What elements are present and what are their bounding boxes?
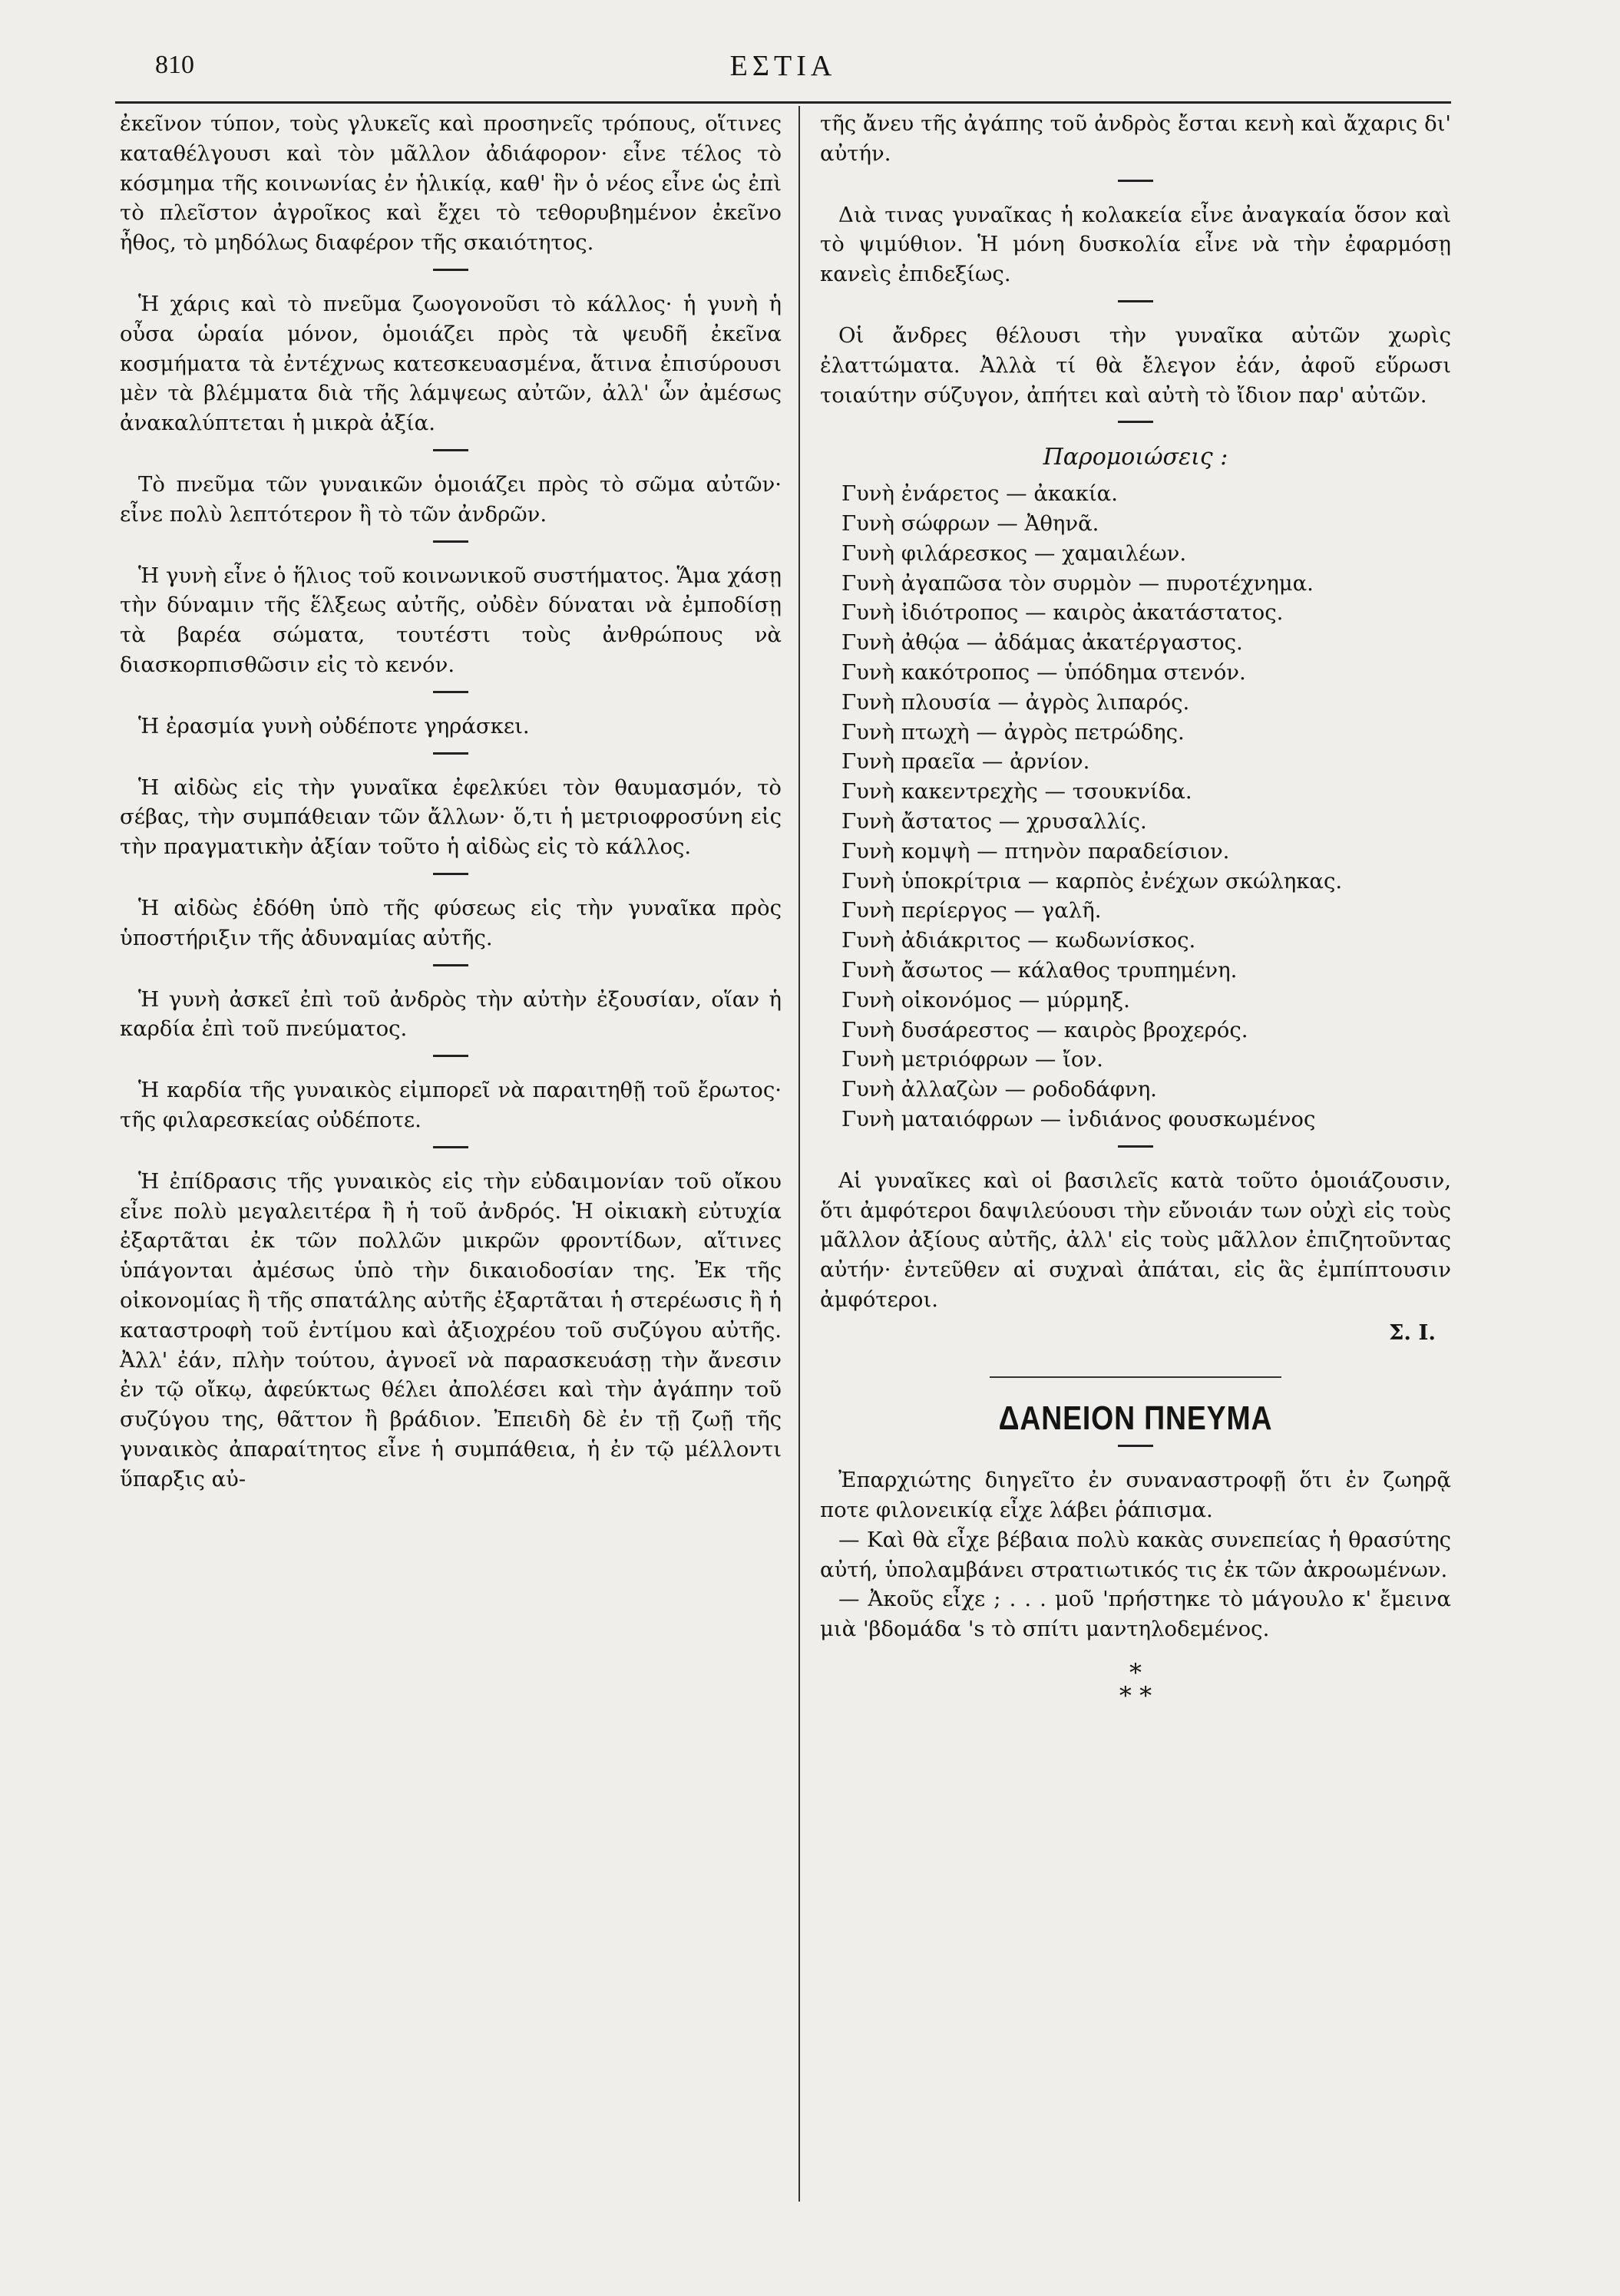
asterism (820, 1658, 1451, 1711)
list-item: Γυνὴ κακεντρεχὴς — τσουκνίδα. (841, 779, 1192, 804)
list-item: Γυνὴ ἰδιότροπος — καιρὸς ἀκατάστατος. (841, 600, 1284, 626)
paragraph: Ἡ γυνὴ ἀσκεῖ ἐπὶ τοῦ ἀνδρὸς τὴν αὐτὴν ἐξουσίαν, οἵαν ἡ καρδία ἐπὶ τοῦ πνεύματος. (120, 986, 782, 1042)
list-item: Γυνὴ πλουσία — ἀγρὸς λιπαρός. (841, 689, 1190, 715)
paragraph: Ἡ χάρις καὶ τὸ πνεῦμα ζωογονοῦσι τὸ κάλλος· ἡ γυνὴ ἡ οὖσα ὡραία μόνον, ὁμοιάζει πρὸς τὰ ψευδῆ ἐκεῖνα κοσμήματα τὰ ἐντέχνως κατεσκευασμένα, ἅτινα ἐπισύρουσι μὲν τὰ βλέμματα διὰ τῆς λάμψεως αὐτῶν, ἀλλ' ὧν ἀμέσως ἀνακαλύπτεται ἡ μικρὰ ἀξία. (120, 291, 782, 436)
list-item: Γυνὴ ἄσωτος — κάλαθος τρυπημένη. (841, 957, 1238, 983)
paragraph: Ἡ αἰδὼς εἰς τὴν γυναῖκα ἐφελκύει τὸν θαυμασμόν, τὸ σέβας, τὴν συμπάθειαν τῶν ἄλλων· ὅ,τι ἡ μετριοφροσύνη εἰς τὴν πραγματικὴν ἀξίαν τοῦτο ἡ αἰδὼς εἰς τὸ κάλλος. (120, 775, 782, 860)
list-item: Γυνὴ περίεργος — γαλῆ. (841, 898, 1102, 923)
proverbs-heading: Παρομοιώσεις : (1043, 444, 1228, 471)
paragraph: τῆς ἄνευ τῆς ἀγάπης τοῦ ἀνδρὸς ἔσται κενὴ καὶ ἄχαρις δι' αὐτήν. (820, 111, 1451, 166)
list-item: Γυνὴ ματαιόφρων — ἰνδιάνος φουσκωμένος (841, 1106, 1316, 1131)
running-title: ΕΣΤΙΑ (729, 50, 837, 82)
separator (433, 269, 468, 271)
paragraph: Ἡ ἐπίδρασις τῆς γυναικὸς εἰς τὴν εὐδαιμονίαν τοῦ οἴκου εἶνε πολὺ μεγαλειτέρα ἢ ἡ τοῦ ἀνδρός. Ἡ οἰκιακὴ εὐτυχία ἐξαρτᾶται ἐκ τῶν πολλῶν μικρῶν φροντίδων, αἵτινες ὑπάγονται ἀμέσως ὑπὸ τὴν δικαιοδοσίαν της. Ἐκ τῆς οἰκονομίας ἢ τῆς σπατάλης αὐτῆς ἐξαρτᾶται ἡ στερέωσις ἢ ἡ καταστροφὴ τοῦ ἐντίμου καὶ ἀξιοχρέου τοῦ συζύγου αὐτῆς. Ἀλλ' ἐάν, πλὴν τούτου, ἀγνοεῖ νὰ παρασκευάσῃ τὴν ἄνεσιν ἐν τῷ οἴκῳ, ἀφεύκτως θέλει ἀπολέσει καὶ τὴν ἀγάπην τοῦ συζύγου της, θᾶττον ἢ βράδιον. Ἐπειδὴ δὲ ἐν τῇ ζωῇ τῆς γυναικὸς ἀπαραίτητος εἶνε ἡ συμπάθεια, ἡ ἐν τῷ μέλλοντι ὕπαρξις αὐ- (120, 1168, 782, 1492)
section-rule (990, 1376, 1281, 1378)
paragraph: — Ἀκοῦς εἶχε ; . . . μοῦ 'πρήστηκε τὸ μάγουλο κ' ἔμεινα μιὰ 'βδομάδα 's τὸ σπίτι μαντηλοδεμένος. (820, 1587, 1451, 1642)
section-title: ΔΑΝΕΙΟΝ ΠΝΕΥΜΑ (998, 1399, 1273, 1438)
separator (433, 752, 468, 755)
separator (433, 449, 468, 451)
list-item: Γυνὴ σώφρων — Ἀθηνᾶ. (841, 510, 1099, 536)
list-item: Γυνὴ ἐνάρετος — ἀκακία. (841, 481, 1118, 507)
list-item: Γυνὴ κομψὴ — πτηνὸν παραδείσιον. (841, 838, 1230, 864)
separator (433, 1055, 468, 1057)
separator (433, 540, 468, 543)
asterism-top: * (1129, 1658, 1142, 1688)
separator (433, 873, 468, 875)
paragraph: Οἱ ἄνδρες θέλουσι τὴν γυναῖκα αὐτῶν χωρὶς ἐλαττώματα. Ἀλλὰ τί θὰ ἔλεγον ἐάν, ἀφοῦ εὕρωσι τοιαύτην σύζυγον, ἀπήτει καὶ αὐτὴ τὸ ἴδιον παρ' αὐτῶν. (820, 322, 1451, 408)
list-item: Γυνὴ ὑποκρίτρια — καρπὸς ἐνέχων σκώληκας. (841, 868, 1343, 894)
separator (433, 964, 468, 966)
list-item: Γυνὴ δυσάρεστος — καιρὸς βροχερός. (841, 1017, 1248, 1042)
list-item: Γυνὴ ἀδιάκριτος — κωδωνίσκος. (841, 928, 1196, 953)
page-number: 810 (155, 51, 194, 79)
paragraph: Ἐπαρχιώτης διηγεῖτο ἐν συναναστροφῇ ὅτι ἐν ζωηρᾷ ποτε φιλονεικίᾳ εἶχε λάβει ῥάπισμα. (820, 1468, 1451, 1523)
paragraph: Αἱ γυναῖκες καὶ οἱ βασιλεῖς κατὰ τοῦτο ὁμοιάζουσιν, ὅτι ἀμφότεροι δαψιλεύουσι τὴν εὔνοιάν των οὐχὶ εἰς τοὺς μᾶλλον ἀξίους αὐτῆς, ἀλλ' εἰς τοὺς μᾶλλον ἐπιζητοῦντας αὐτήν· ἐντεῦθεν αἱ συχναὶ ἀπάται, εἰς ἃς ἐμπίπτουσιν ἀμφότεροι. (820, 1168, 1451, 1312)
page-header (115, 45, 1451, 91)
list-item: Γυνὴ οἰκονόμος — μύρμηξ. (841, 987, 1130, 1013)
paragraph: Τὸ πνεῦμα τῶν γυναικῶν ὁμοιάζει πρὸς τὸ σῶμα αὐτῶν· εἶνε πολὺ λεπτότερον ἢ τὸ τῶν ἀνδρῶν. (120, 471, 782, 527)
separator (1118, 1445, 1153, 1447)
paragraph: — Καὶ θὰ εἶχε βέβαια πολὺ κακὰς συνεπείας ἡ θρασύτης αὐτή, ὑπολαμβάνει στρατιωτικός τις ἐκ τῶν ἀκροωμένων. (820, 1527, 1451, 1582)
list-item: Γυνὴ ἀθῴα — ἀδάμας ἀκατέργαστος. (841, 630, 1243, 656)
list-item: Γυνὴ πτωχὴ — ἀγρὸς πετρώδης. (841, 719, 1185, 745)
separator (1118, 421, 1153, 423)
list-item: Γυνὴ φιλάρεσκος — χαμαιλέων. (841, 540, 1187, 566)
paragraph: Ἡ αἰδὼς ἐδόθη ὑπὸ τῆς φύσεως εἰς τὴν γυναῖκα πρὸς ὑποστήριξιν τῆς ἀδυναμίας αὐτῆς. (120, 895, 782, 950)
list-item: Γυνὴ πραεῖα — ἀρνίον. (841, 749, 1090, 775)
list-item: Γυνὴ ἄστατος — χρυσαλλίς. (841, 808, 1147, 834)
separator (433, 691, 468, 693)
list-item: Γυνὴ ἀγαπῶσα τὸν συρμὸν — πυροτέχνημα. (841, 570, 1314, 596)
separator (1118, 1145, 1153, 1148)
separator (433, 1146, 468, 1148)
separator (1118, 180, 1153, 182)
paragraph: ἐκεῖνον τύπον, τοὺς γλυκεῖς καὶ προσηνεῖς τρόπους, οἵτινες καταθέλγουσι καὶ τὸν μᾶλλον ἀδιάφορον· εἶνε τέλος τὸ κόσμημα τῆς κοινωνίας ἐν ἡλικίᾳ, καθ' ἣν ὁ νέος εἶνε ὡς ἐπὶ τὸ πλεῖστον ἀγροῖκος καὶ ἔχει τὸ τεθορυβημένον ἐκεῖνο ἦθος, τὸ μηδόλως διαφέρον τῆς σκαιότητος. (120, 111, 782, 256)
list-item: Γυνὴ ἀλλαζὼν — ροδοδάφνη. (841, 1077, 1157, 1102)
list-item: Γυνὴ κακότροπος — ὑπόδημα στενόν. (841, 659, 1246, 685)
right-column (820, 109, 1451, 1711)
proverbs-list (820, 479, 1451, 1135)
header-rule (115, 101, 1451, 104)
paragraph: Διὰ τινας γυναῖκας ἡ κολακεία εἶνε ἀναγκαία ὅσον καὶ τὸ ψιμύθιον. Ἡ μόνη δυσκολία εἶνε νὰ τὴν ἐφαρμόσῃ κανεὶς ἐπιδεξίως. (820, 202, 1451, 287)
column-divider (798, 106, 800, 2202)
signature: Σ. Ι. (1388, 1320, 1436, 1345)
separator (1118, 300, 1153, 302)
paragraph: Ἡ ἐρασμία γυνὴ οὐδέποτε γηράσκει. (138, 713, 530, 738)
left-column (120, 109, 782, 1494)
list-item: Γυνὴ μετριόφρων — ἴον. (841, 1047, 1103, 1072)
paragraph: Ἡ γυνὴ εἶνε ὁ ἥλιος τοῦ κοινωνικοῦ συστήματος. Ἅμα χάσῃ τὴν δύναμιν τῆς ἕλξεως αὐτῆς, οὐδὲν δύναται νὰ ἐμποδίσῃ τὰ βαρέα σώματα, τουτέστι τοὺς ἀνθρώπους νὰ διασκορπισθῶσιν εἰς τὸ κενόν. (120, 563, 782, 677)
paragraph: Ἡ καρδία τῆς γυναικὸς εἰμπορεῖ νὰ παραιτηθῇ τοῦ ἔρωτος· τῆς φιλαρεσκείας οὐδέποτε. (120, 1078, 782, 1132)
asterism-bottom: * * (1119, 1681, 1152, 1711)
